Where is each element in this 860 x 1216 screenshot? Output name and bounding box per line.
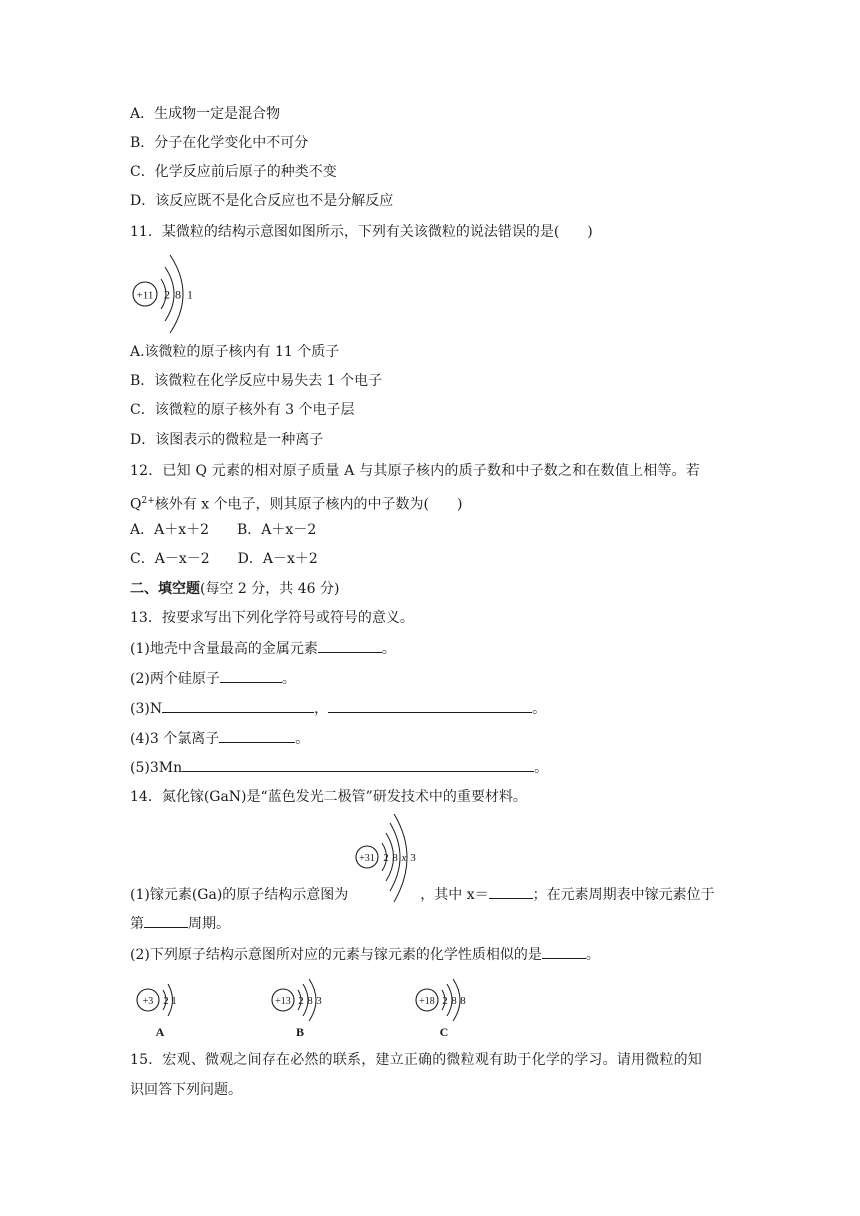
q13-part4-text: (4)3 个氯离子: [130, 731, 220, 747]
q14-part2: [130, 944, 600, 965]
gallium-nucleus-charge: +31: [359, 853, 375, 864]
q11-shell-1: 2: [164, 287, 170, 302]
q10-option-b: B．分子在化学变化中不可分: [130, 135, 309, 151]
gallium-shell-3: x: [401, 852, 407, 864]
option-b-label: B: [295, 1025, 305, 1039]
q13-part1: [130, 638, 396, 659]
option-c-shell-2: 8: [451, 995, 457, 1007]
q12-options-ab: A．A＋x＋2 B．A＋x－2: [130, 522, 317, 538]
q11-option-a: A.该微粒的原子核内有 11 个质子: [130, 344, 340, 360]
q11-nucleus-charge: +11: [136, 289, 154, 302]
q13-blank-4[interactable]: [219, 728, 295, 743]
q14-blank-similar[interactable]: [542, 944, 586, 959]
q14-part2-end: 。: [585, 947, 600, 963]
option-a-shell-1: 2: [163, 995, 169, 1007]
q10-option-d: D．该反应既不是化合反应也不是分解反应: [130, 193, 394, 209]
q14-part1-text: (1)镓元素(Ga)的原子结构示意图为: [130, 887, 349, 903]
q13-part2: [130, 668, 296, 689]
option-c-shell-3: 8: [460, 995, 466, 1007]
q13-part5-end: 。: [534, 760, 549, 776]
q13-blank-3a[interactable]: [162, 698, 314, 713]
q13-part3-text: (3)N: [130, 701, 163, 717]
q13-part4: [130, 728, 309, 749]
option-a-nucleus: +3: [142, 996, 154, 1007]
q14-blank-period[interactable]: [144, 913, 188, 928]
q14-part1-line2-text: 第: [130, 916, 144, 932]
q11-option-b: B．该微粒在化学反应中易失去 1 个电子: [130, 373, 383, 389]
option-b-shell-2: 8: [307, 995, 313, 1007]
q12-charge-sup: 2+: [141, 496, 155, 506]
q14-part2-text: (2)下列原子结构示意图所对应的元素与镓元素的化学性质相似的是: [130, 947, 542, 963]
q13-part1-text: (1)地壳中含量最高的金属元素: [130, 641, 318, 657]
option-b-shell-3: 3: [316, 995, 322, 1007]
q11-option-d: D．该图表示的微粒是一种离子: [130, 432, 324, 448]
q11-stem: 11．某微粒的结构示意图如图所示，下列有关该微粒的说法错误的是( ): [130, 224, 593, 240]
q14-option-c-diagram: [412, 978, 482, 1048]
q14-stem: 14．氮化镓(GaN)是“蓝色发光二极管”研发技术中的重要材料。: [130, 789, 527, 805]
q13-part1-end: 。: [381, 641, 396, 657]
q12-stem-line1: 12．已知 Q 元素的相对原子质量 A 与其原子核内的质子数和中子数之和在数值上相等。若: [130, 463, 701, 479]
q13-part2-end: 。: [281, 671, 296, 687]
q11-atom-diagram: [128, 248, 202, 340]
option-c-nucleus: +18: [419, 996, 435, 1007]
q14-option-b-diagram: [268, 978, 338, 1048]
option-b-shell-1: 2: [298, 995, 304, 1007]
q13-part3: [130, 698, 546, 719]
gallium-shell-4: 3: [410, 852, 416, 864]
q12-stem-line2: [130, 491, 462, 515]
q15-stem-line2: 识回答下列问题。: [130, 1082, 242, 1098]
q13-stem: 13．按要求写出下列化学符号或符号的意义。: [130, 610, 414, 626]
q13-blank-3b[interactable]: [328, 698, 532, 713]
q13-part5-text: (5)3Mn: [130, 760, 183, 776]
q10-option-a: A．生成物一定是混合物: [130, 106, 281, 122]
q13-blank-5[interactable]: [182, 757, 534, 772]
q14-part1-line2-end: 周期。: [188, 916, 230, 932]
option-c-label: C: [439, 1025, 449, 1039]
option-a-shell-2: 1: [171, 995, 177, 1007]
q14-part1: [130, 884, 715, 905]
q13-part3-end: 。: [532, 701, 547, 717]
q14-part1-tail: ；在元素周期表中镓元素位于: [532, 887, 715, 903]
option-c-shell-1: 2: [442, 995, 448, 1007]
q14-part1-mid: ，其中 x＝: [420, 887, 489, 903]
option-b-nucleus: +13: [275, 996, 291, 1007]
q13-part5: [130, 757, 548, 778]
q13-part2-text: (2)两个硅原子: [130, 671, 220, 687]
gallium-shell-2: 8: [392, 852, 398, 864]
section-title: 二、填空题: [130, 581, 200, 597]
q14-part1-line2: [130, 913, 230, 934]
q13-part4-end: 。: [295, 731, 310, 747]
q15-stem-line1: 15．宏观、微观之间存在必然的联系，建立正确的微粒观有助于化学的学习。请用微粒的知: [130, 1052, 703, 1068]
q14-option-a-diagram: [134, 978, 194, 1048]
q13-blank-2[interactable]: [220, 668, 282, 683]
section-note: (每空 2 分，共 46 分): [200, 581, 340, 597]
q11-shell-3: 1: [187, 287, 193, 302]
q13-part3-comma: ，: [314, 701, 329, 717]
q10-option-c: C．化学反应前后原子的种类不变: [130, 164, 337, 180]
q12-stem-rest: 核外有 x 个电子，则其原子核内的中子数为( ): [154, 496, 463, 513]
gallium-shell-1: 2: [383, 852, 389, 864]
q13-blank-1[interactable]: [318, 638, 382, 653]
q11-shell-2: 8: [175, 287, 181, 302]
section-heading: [130, 579, 339, 599]
q11-option-c: C．该微粒的原子核外有 3 个电子层: [130, 402, 355, 418]
q12-element-q: Q: [130, 496, 142, 513]
option-a-label: A: [155, 1025, 165, 1039]
q12-options-cd: C．A－x－2 D．A－x＋2: [130, 551, 318, 567]
q14-blank-x[interactable]: [489, 884, 533, 899]
